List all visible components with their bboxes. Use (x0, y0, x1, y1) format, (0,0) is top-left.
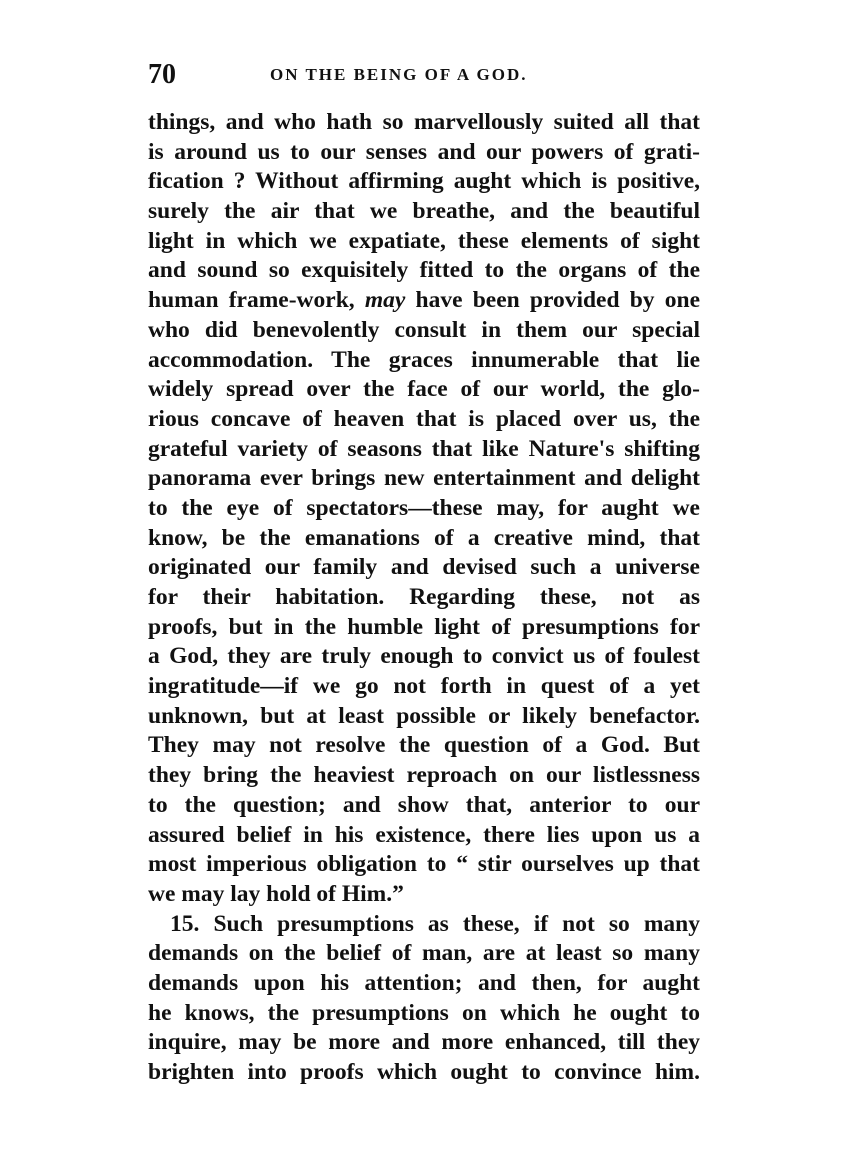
line-start: human frame-work, (148, 287, 355, 314)
text-line: to the question; and show that, anterior to our (148, 791, 700, 818)
text-line: They may not resolve the question of a God. But (148, 732, 700, 759)
text-line: know, be the emanations of a creative mind, that (148, 524, 700, 551)
text-line-paragraph-end: we may lay hold of Him.” (148, 880, 404, 907)
text-line: things, and who hath so marvellously suited all that (148, 109, 700, 135)
text-line: is around us to our senses and our powers of grati- (148, 138, 700, 165)
text-line: surely the air that we breathe, and the beautiful (148, 198, 700, 225)
line-end: have been provided by one (415, 287, 700, 314)
text-line: originated our family and devised such a universe (148, 554, 700, 581)
text-line: most imperious obligation to “ stir ourselves up that (148, 851, 700, 878)
text-line: demands on the belief of man, are at least so many (148, 940, 700, 967)
text-line: assured belief in his existence, there lies upon us a (148, 821, 700, 848)
page-number: 70 (148, 59, 176, 90)
running-title: ON THE BEING OF A GOD. (270, 65, 528, 84)
text-line: demands upon his attention; and then, for aught (148, 969, 700, 996)
text-line: fication ? Without affirming aught which is positive, (148, 168, 700, 195)
text-line: they bring the heaviest reproach on our listlessness (148, 762, 700, 789)
text-line: unknown, but at least possible or likely benefactor. (148, 702, 700, 729)
italic-word: may (364, 287, 406, 314)
running-head (148, 60, 702, 90)
text-line: for their habitation. Regarding these, not as (148, 584, 700, 610)
text-line: who did benevolently consult in them our special (148, 316, 700, 343)
text-line: proofs, but in the humble light of presumptions for (148, 613, 700, 640)
text-line: accommodation. The graces innumerable that lie (148, 346, 700, 373)
text-line: brighten into proofs which ought to convince him. (148, 1059, 700, 1085)
text-line: a God, they are truly enough to convict us of foulest (148, 643, 700, 670)
text-line: he knows, the presumptions on which he ought to (148, 999, 700, 1026)
text-line-with-italic (148, 286, 700, 316)
text-line: and sound so exquisitely fitted to the organs of the (148, 257, 700, 284)
text-line: panorama ever brings new entertainment and delight (148, 465, 700, 492)
text-line: light in which we expatiate, these elements of sight (148, 227, 700, 254)
body-text (148, 108, 700, 1088)
text-line: to the eye of spectators—these may, for aught we (148, 494, 700, 521)
text-line: inquire, may be more and more enhanced, till they (148, 1029, 700, 1056)
text-line-paragraph-start: 15. Such presumptions as these, if not so many (170, 910, 700, 937)
text-line: widely spread over the face of our world, the glo- (148, 376, 700, 403)
text-line: grateful variety of seasons that like Nature's shifting (148, 435, 700, 462)
text-line: ingratitude—if we go not forth in quest of a yet (148, 673, 700, 700)
text-line: rious concave of heaven that is placed over us, the (148, 405, 700, 432)
